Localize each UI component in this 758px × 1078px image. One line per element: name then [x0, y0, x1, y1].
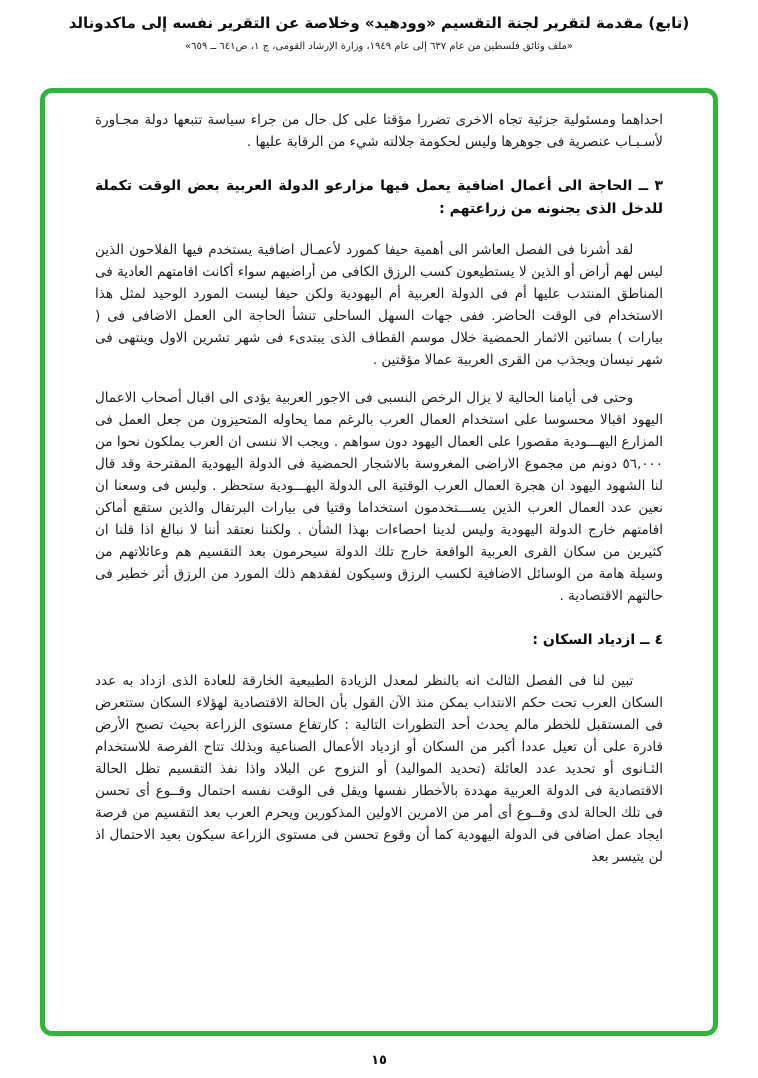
- section-4-heading: ٤ ــ ازدياد السكان :: [532, 632, 663, 648]
- intro-paragraph: احداهما ومسئولية جزئية تجاه الاخرى تضررا مؤقتا على كل حال من جراء سياسة تتبعها دولة مجـاورة لأسـبـاب عنصرية فى جوهرها وليس لحكومة جلالته شيء من الرقابة عليها .: [95, 112, 663, 150]
- section-3-paragraph-1: لقد أشرنا فى الفصل العاشر الى أهمية حيفا كمورد لأعمـال اضافية يستخدم فيها الفلاحون الذين ليس لهم أراض أو الذين لا يستطيعون كسب الرزق الكافى من أراضيهم سواء أكانت اقامتهم العادية فى المناطق المنتدب عليها أم فى الدولة العربية أم اليهودية ولكن حيفا ليست المورد الوحيد لمثل هذا الاستخدام فى الوقت الحاضر. ففى جهات السهل الساحلى تنشأ الحاجة الى العمل الاضافى فى ( بيارات ) بساتين الاثمار الحمضية خلال موسم القطاف الذى يبتدىء فى شهر تشرين الاول وينتهى فى شهر نيسان ويجذب من القرى العربية عمالا مؤقتين .: [95, 242, 663, 368]
- section-3-heading: ٣ ــ الحاجة الى أعمال اضافية يعمل فيها مزارعو الدولة العربية بعض الوقت تكملة للدخل الذى يجنونه من زراعتهم :: [95, 178, 663, 217]
- page-title: (تابع) مقدمة لتقرير لجنة التقسيم «وودهيد» وخلاصة عن التقرير نفسه إلى ماكدونالد: [68, 14, 690, 32]
- content-frame: [40, 88, 718, 1036]
- section-3-paragraph-2: وحتى فى أيامنا الحالية لا يزال الرخص النسبى فى الاجور العربية يؤدى الى اقبال أصحاب الاعمال اليهود اقبالا محسوسا على استخدام العمال العرب بالرغم مما يحاوله المتحيزون من جعل العمل فى المزارع اليهـــودية مقصورا على العمال اليهود دون سواهم . ويجب الا ننسى ان العرب يملكون نحوا من ٥٦,٠٠٠ دونم من مجموع الاراضى المغروسة بالاشجار الحمضية فى الدولة اليهودية المقترحة وقد قال لنا الشهود اليهود ان هجرة العمال العرب الوقتية الى الدولة اليهـــودية ستحظر . وليس فى وسعنا ان نعين عدد العمال العرب الذين يســـتخدمون استخداما وقتيا فى بيارات البرتقال والذين ستقع أماكن اقامتهم خارج الدولة اليهودية وليس لدينا احصاءات بهذا الشأن . ولكننا نعتقد أننا لا نبالغ اذا قلنا ان كثيرين من سكان القرى العربية الواقعة خارج تلك الدولة سيحرمون بعد التقسيم هم وعائلاتهم من وسيلة هامة من الوسائل الاضافية لكسب الرزق وسيكون لفقدهم ذلك المورد من الرزق أثر خطير فى حالتهم الاقتصادية .: [95, 390, 663, 604]
- source-line: «ملف وثائق فلسطين من عام ٦٣٧ إلى عام ١٩٤٩، وزارة الإرشاد القومى، ج ١، ص٦٤١ ــ ٦٥٩»: [184, 41, 574, 52]
- section-4-paragraph-1: تبين لنا فى الفصل الثالث انه بالنظر لمعدل الزيادة الطبيعية الخارقة للعادة الذى ازداد به عدد السكان العرب تحت حكم الانتداب يمكن منذ الآن القول بأن الحالة الاقتصادية لهؤلاء السكان ستتعرض فى المستقبل للخطر مالم يحدث أحد التطورات التالية : كارتفاع مستوى الزراعة بحيث تصبح الأرض قادرة على أن تعيل عددا أكبر من السكان أو ازدياد الأعمال الصناعية وبذلك تتاح الفرصة للاستخدام الثـانوى أو تحديد عدد العائلة (تحديد المواليد) أو النزوح عن البلاد واذا نفذ التقسيم تظل الحالة الاقتصادية فى الدولة العربية مهددة بالأخطار نفسها ويقل فى الوقت نفسه احتمال وقــوع أى تحسن فى تلك الحالة لدى وقــوع أى أمر من الامرين الاولين المذكورين ويحرم العرب بعد التقسيم من فرصة ايجاد عمل اضافى فى الدولة اليهودية كما أن وقوع تحسن فى مستوى الزراعة سيكون بعيد الاحتمال اذ لن يتيسر بعد: [95, 673, 663, 865]
- page-header: [0, 0, 758, 52]
- page-number: ١٥: [371, 1053, 387, 1068]
